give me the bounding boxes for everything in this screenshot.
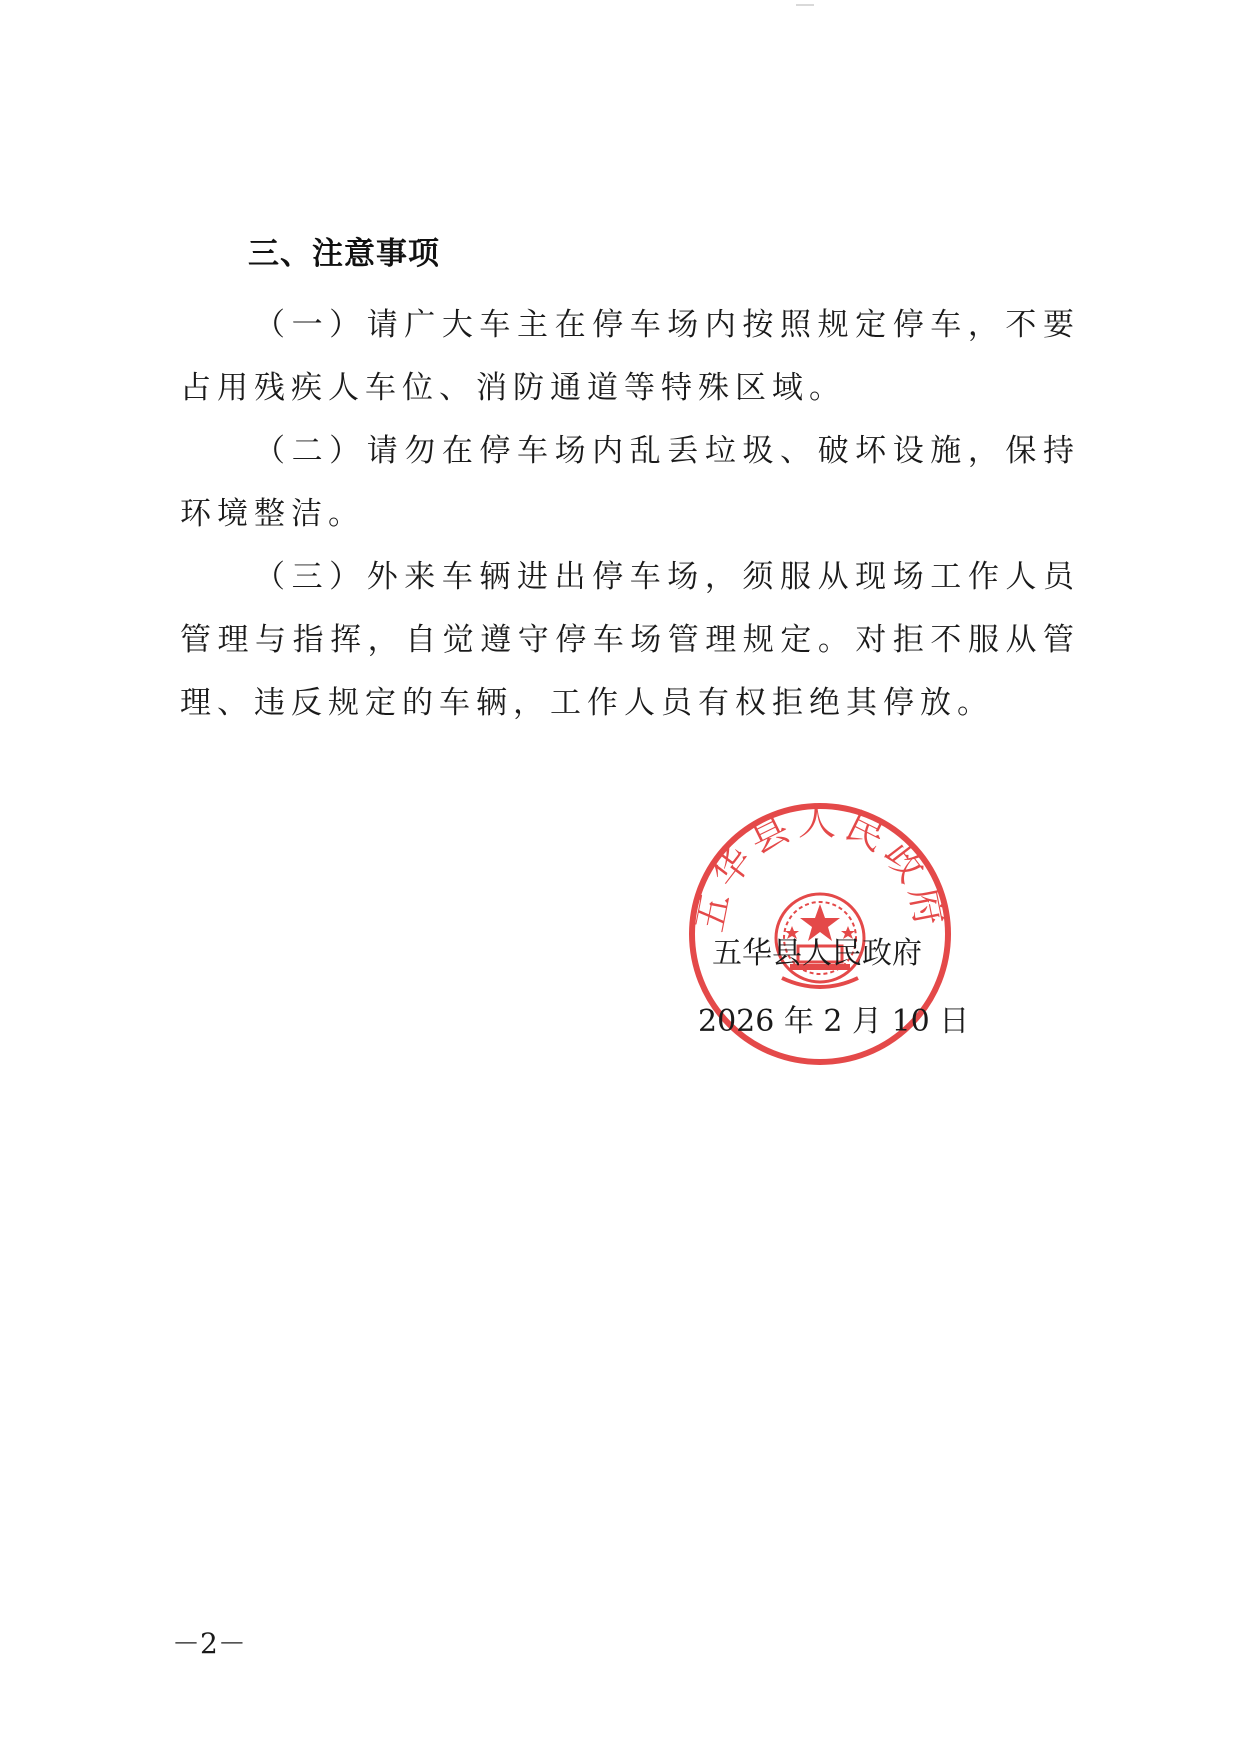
seal-text: 五华县人民政府 bbox=[687, 800, 953, 936]
section-heading: 三、注意事项 bbox=[248, 236, 440, 272]
paragraph-3: （三）外来车辆进出停车场，须服从现场工作人员管理与指挥，自觉遵守停车场管理规定。对拒不服从管理、违反规定的车辆，工作人员有权拒绝其停放。 bbox=[180, 559, 1080, 721]
signer-organization: 五华县人民政府 bbox=[712, 936, 922, 971]
signature-date: 2026 年 2 月 10 日 bbox=[698, 1004, 970, 1039]
scan-mark bbox=[796, 0, 814, 6]
page-number: －2－ bbox=[172, 1627, 246, 1660]
paragraph-1: （一）请广大车主在停车场内按照规定停车，不要占用残疾人车位、消防通道等特殊区域。 bbox=[180, 307, 1080, 406]
paragraph-2: （二）请勿在停车场内乱丢垃圾、破坏设施，保持环境整洁。 bbox=[180, 433, 1080, 532]
